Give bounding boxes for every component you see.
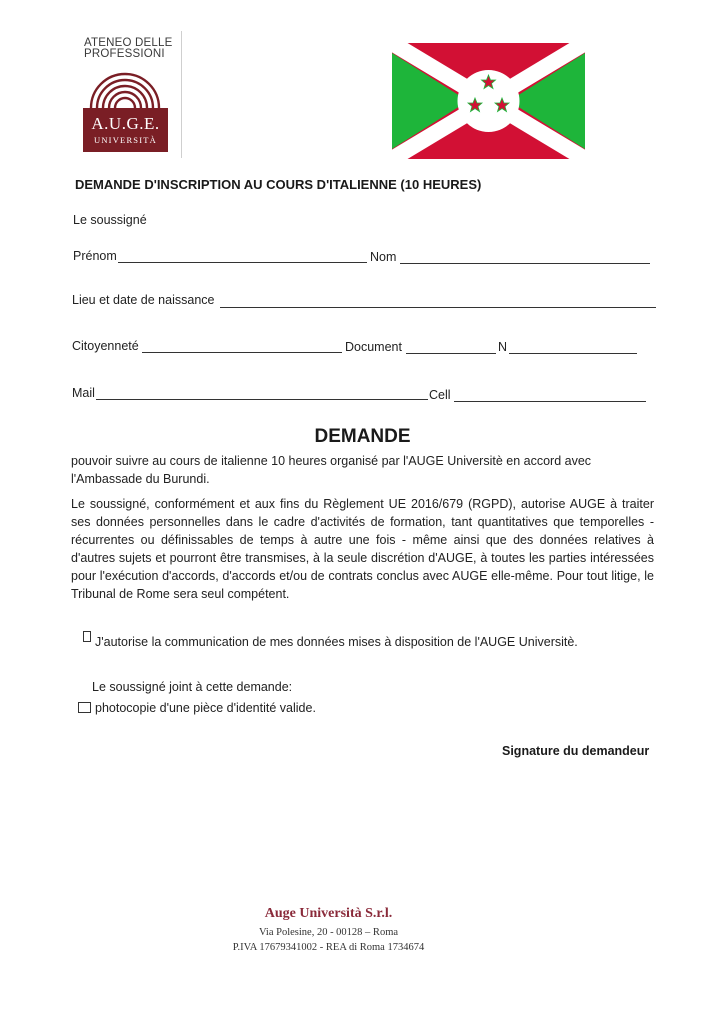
cell-label: Cell <box>429 388 451 402</box>
consent-checkbox[interactable] <box>83 631 91 642</box>
logo-subtitle: UNIVERSITÀ <box>94 135 157 145</box>
mail-field[interactable] <box>96 399 428 400</box>
footer-registry: P.IVA 17679341002 - REA di Roma 1734674 <box>232 942 425 953</box>
undersigned-label: Le soussigné <box>73 213 147 227</box>
signature-label: Signature du demandeur <box>502 744 650 758</box>
citizenship-field[interactable] <box>142 352 342 353</box>
logo-line-1: ATENEO DELLE <box>84 37 173 49</box>
id-copy-label: photocopie d'une pièce d'identité valide. <box>95 701 316 715</box>
birth-label: Lieu et date de naissance <box>72 293 215 307</box>
footer-company: Auge Università S.r.l. <box>264 906 393 921</box>
attach-intro: Le soussigné joint à cette demande: <box>92 680 293 694</box>
citizenship-label: Citoyenneté <box>72 339 139 353</box>
logo-emblem <box>83 62 168 152</box>
last-name-field[interactable] <box>400 263 650 264</box>
logo-text <box>84 38 172 60</box>
first-name-label: Prénom <box>73 249 117 263</box>
logo-brand: A.U.G.E. <box>91 114 160 133</box>
logo-line-2: PROFESSIONI <box>84 48 165 60</box>
consent-label: J'autorise la communication de mes données mises à disposition de l'AUGE Universitè. <box>95 635 578 649</box>
first-name-field[interactable] <box>118 262 367 263</box>
burundi-flag-icon <box>392 43 585 159</box>
logo-arcs-icon <box>83 62 168 108</box>
mail-label: Mail <box>72 386 95 400</box>
number-label: N <box>498 340 508 354</box>
number-field[interactable] <box>509 353 637 354</box>
document-field[interactable] <box>406 353 496 354</box>
footer-address: Via Polesine, 20 - 00128 – Roma <box>258 927 399 938</box>
cell-field[interactable] <box>454 401 646 402</box>
document-label: Document <box>345 340 402 354</box>
form-title: DEMANDE D'INSCRIPTION AU COURS D'ITALIENNE (10 HEURES) <box>75 177 482 192</box>
last-name-label: Nom <box>370 250 397 264</box>
request-text: pouvoir suivre au cours de italienne 10 heures organisé par l'AUGE Universitè en accord avec l'Ambassade du Burundi. <box>71 454 592 486</box>
id-copy-checkbox[interactable] <box>78 702 91 713</box>
birth-field[interactable] <box>220 307 656 308</box>
gdpr-text: Le soussigné, conformément et aux fins du Règlement UE 2016/679 (RGPD), autorise AUGE à traiter ses données personnelles dans le cadre d'activités de formation, tant quantitatives que temporelles - récurrentes ou définissables de temps à autre une fois - même ainsi que des données relatives à d'autres sujets et pourront être transmises, à la seule discrétion d'AUGE, à toutes les parties intéressées pour l'exécution d'accords, d'accords et/ou de contrats conclus avec AUGE elle-même. Pour tout litige, le Tribunal de Rome sera seul compétent. <box>71 497 654 601</box>
request-heading: DEMANDE <box>314 426 411 447</box>
